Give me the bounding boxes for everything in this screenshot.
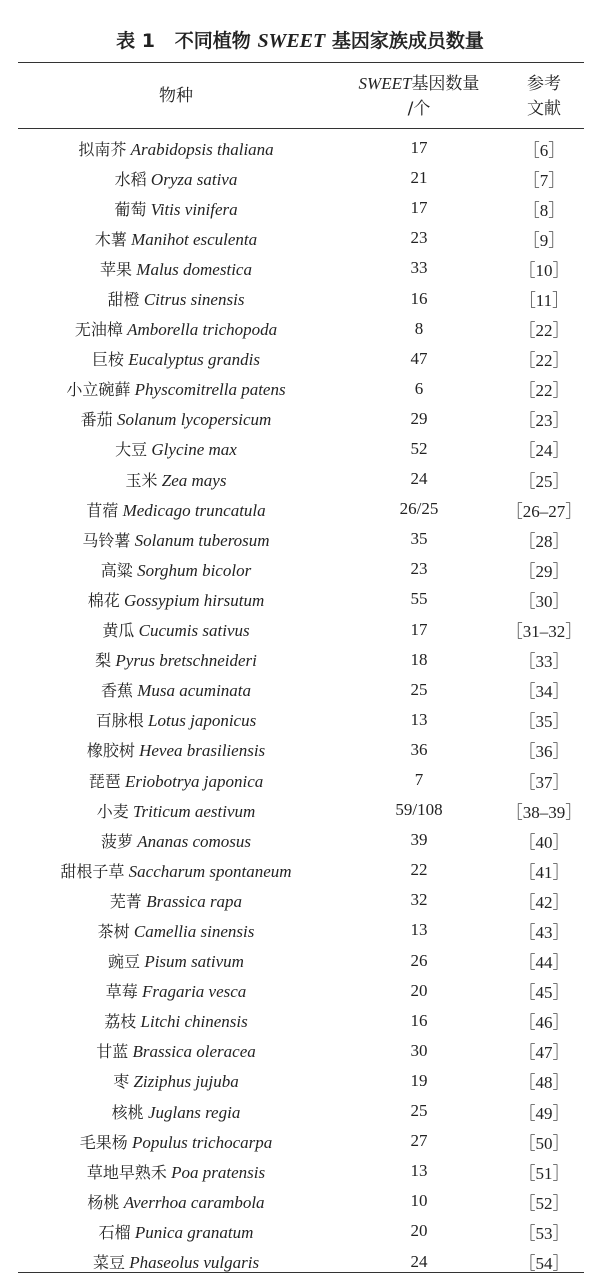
- top-rule: [18, 62, 584, 63]
- species-latin: Zea mays: [161, 470, 227, 490]
- species-latin: Brassica oleracea: [132, 1042, 256, 1062]
- table-row: [18, 705, 584, 735]
- species-latin: Arabidopsis thaliana: [130, 139, 274, 159]
- table-row: [18, 524, 584, 554]
- species-cell: [18, 434, 334, 464]
- ref-cell: ［22］: [518, 321, 570, 341]
- species-latin: Juglans regia: [147, 1102, 241, 1122]
- species-chinese: 菜豆: [92, 1253, 125, 1273]
- ref-cell: ［42］: [518, 892, 570, 912]
- species-latin: Camellia sinensis: [133, 921, 255, 941]
- count-cell: 29: [410, 408, 428, 428]
- table-row: [18, 885, 584, 915]
- count-cell: 13: [410, 920, 428, 940]
- species-chinese: 甜根子草: [60, 861, 125, 881]
- table-row: [18, 554, 584, 584]
- count-cell: 8: [414, 318, 424, 338]
- table-row: [18, 344, 584, 374]
- species-latin: Amborella trichopoda: [127, 320, 278, 340]
- species-latin: Averrhoa carambola: [123, 1192, 265, 1212]
- species-cell: [18, 1096, 334, 1126]
- species-cell: [18, 494, 334, 524]
- species-cell: [18, 915, 334, 945]
- count-cell: 6: [414, 378, 424, 398]
- species-chinese: 芜菁: [109, 891, 142, 911]
- species-chinese: 水稻: [114, 169, 147, 189]
- table-row: [18, 1006, 584, 1036]
- ref-cell: ［31–32］: [505, 622, 583, 642]
- species-cell: [18, 795, 334, 825]
- table-row: [18, 163, 584, 193]
- species-chinese: 梨: [95, 651, 112, 671]
- count-cell: 39: [410, 830, 428, 850]
- ref-cell: ［30］: [518, 591, 570, 611]
- count-cell: 26: [410, 950, 428, 970]
- table-row: [18, 795, 584, 825]
- species-cell: [18, 1156, 334, 1186]
- count-cell: 24: [410, 469, 428, 489]
- species-chinese: 棉花: [87, 590, 120, 610]
- count-cell: 36: [410, 739, 428, 759]
- species-cell: [18, 1126, 334, 1156]
- count-cell: 27: [410, 1131, 428, 1151]
- table-row: [18, 615, 584, 645]
- count-cell: 10: [410, 1191, 428, 1211]
- species-latin: Oryza sativa: [150, 169, 238, 189]
- species-cell: [18, 615, 334, 645]
- ref-cell: ［51］: [518, 1163, 570, 1183]
- table-caption: [0, 26, 600, 53]
- species-cell: [18, 223, 334, 253]
- species-latin: Populus trichocarpa: [132, 1132, 273, 1152]
- species-chinese: 核桃: [111, 1102, 144, 1122]
- ref-cell: ［35］: [518, 712, 570, 732]
- ref-cell: ［40］: [518, 832, 570, 852]
- table-row: [18, 855, 584, 885]
- table-row: [18, 645, 584, 675]
- species-chinese: 巨桉: [91, 350, 124, 370]
- ref-cell: ［8］: [522, 200, 566, 220]
- count-cell: 17: [410, 198, 428, 218]
- table-row: [18, 1246, 584, 1276]
- species-cell: [18, 524, 334, 554]
- species-latin: Hevea brasiliensis: [139, 741, 266, 761]
- table-row: [18, 314, 584, 344]
- species-latin: Sorghum bicolor: [137, 560, 252, 580]
- header-ref: [504, 64, 584, 129]
- species-cell: [18, 253, 334, 283]
- species-latin: Citrus sinensis: [143, 290, 245, 310]
- caption-prefix: 不同植物: [174, 30, 251, 52]
- species-cell: [18, 283, 334, 313]
- table-row: [18, 976, 584, 1006]
- table-row: [18, 735, 584, 765]
- species-chinese: 橡胶树: [86, 741, 135, 761]
- table-row: [18, 1216, 584, 1246]
- ref-cell: ［22］: [518, 381, 570, 401]
- species-latin: Solanum tuberosum: [134, 530, 270, 550]
- ref-cell: ［49］: [518, 1103, 570, 1123]
- species-cell: [18, 885, 334, 915]
- table-row: [18, 584, 584, 614]
- count-cell: 21: [410, 168, 428, 188]
- species-cell: [18, 404, 334, 434]
- ref-cell: ［43］: [518, 922, 570, 942]
- species-latin: Glycine max: [151, 440, 237, 460]
- table-row: [18, 1156, 584, 1186]
- count-cell: 17: [410, 138, 428, 158]
- table-row: [18, 1126, 584, 1156]
- table-row: [18, 675, 584, 705]
- table-row: [18, 1096, 584, 1126]
- species-latin: Eucalyptus grandis: [128, 350, 260, 370]
- count-cell: 17: [410, 619, 428, 639]
- table-row: [18, 915, 584, 945]
- table-row: [18, 193, 584, 223]
- table-row: [18, 223, 584, 253]
- species-latin: Pyrus bretschneideri: [115, 651, 257, 671]
- header-count-rest: 基因数量: [411, 74, 480, 94]
- species-cell: [18, 584, 334, 614]
- species-cell: [18, 705, 334, 735]
- ref-cell: ［34］: [518, 682, 570, 702]
- species-cell: [18, 765, 334, 795]
- table-row: [18, 464, 584, 494]
- count-cell: 23: [410, 559, 428, 579]
- count-cell: 20: [410, 1221, 428, 1241]
- species-latin: Litchi chinensis: [140, 1012, 248, 1032]
- header-count-gene: SWEET: [358, 74, 412, 93]
- species-cell: [18, 163, 334, 193]
- species-chinese: 黄瓜: [102, 621, 135, 641]
- species-cell: [18, 374, 334, 404]
- species-chinese: 小立碗藓: [66, 380, 131, 400]
- ref-cell: ［28］: [518, 531, 570, 551]
- count-cell: 18: [410, 649, 428, 669]
- ref-cell: ［36］: [518, 742, 570, 762]
- count-cell: 30: [410, 1040, 428, 1060]
- species-latin: Phaseolus vulgaris: [129, 1253, 260, 1273]
- ref-cell: ［6］: [522, 140, 566, 160]
- ref-cell: ［25］: [518, 471, 570, 491]
- ref-cell: ［52］: [518, 1193, 570, 1213]
- ref-cell: ［44］: [518, 953, 570, 973]
- species-chinese: 菠萝: [100, 831, 133, 851]
- count-cell: 32: [410, 890, 428, 910]
- table-row: [18, 129, 584, 163]
- ref-cell: ［48］: [518, 1073, 570, 1093]
- ref-cell: ［50］: [518, 1133, 570, 1153]
- ref-cell: ［37］: [518, 772, 570, 792]
- species-latin: Vitis vinifera: [150, 199, 238, 219]
- ref-cell: ［23］: [518, 411, 570, 431]
- species-cell: [18, 946, 334, 976]
- count-cell: 55: [410, 589, 428, 609]
- ref-cell: ［9］: [522, 230, 566, 250]
- species-cell: [18, 825, 334, 855]
- ref-cell: ［53］: [518, 1223, 570, 1243]
- species-chinese: 无油樟: [74, 320, 123, 340]
- species-latin: Ananas comosus: [137, 831, 252, 851]
- ref-cell: ［10］: [518, 260, 570, 280]
- table-row: [18, 283, 584, 313]
- species-chinese: 葡萄: [114, 199, 147, 219]
- species-chinese: 高粱: [100, 560, 133, 580]
- table-row: [18, 946, 584, 976]
- header-ref-line1: 参考: [527, 73, 561, 94]
- species-latin: Solanum lycopersicum: [116, 410, 272, 430]
- ref-cell: ［46］: [518, 1013, 570, 1033]
- count-cell: 7: [414, 770, 424, 790]
- species-latin: Poa pratensis: [171, 1162, 266, 1182]
- species-cell: [18, 1066, 334, 1096]
- count-cell: 23: [410, 228, 428, 248]
- species-cell: [18, 1006, 334, 1036]
- species-chinese: 大豆: [115, 440, 148, 460]
- species-latin: Musa acuminata: [137, 681, 252, 701]
- species-chinese: 苜蓿: [86, 500, 119, 520]
- sweet-gene-table: [18, 64, 584, 1277]
- ref-cell: ［11］: [518, 291, 570, 311]
- species-latin: Manihot esculenta: [131, 229, 258, 249]
- ref-cell: ［22］: [518, 351, 570, 371]
- species-latin: Malus domestica: [136, 259, 252, 279]
- table-row: [18, 253, 584, 283]
- count-cell: 13: [410, 709, 428, 729]
- table-row: [18, 434, 584, 464]
- ref-cell: ［7］: [522, 170, 566, 190]
- caption-suffix: 基因家族成员数量: [331, 30, 484, 52]
- ref-cell: ［29］: [518, 561, 570, 581]
- species-latin: Fragaria vesca: [141, 982, 247, 1002]
- species-cell: [18, 1036, 334, 1066]
- header-count: [334, 64, 504, 129]
- species-chinese: 木薯: [94, 229, 127, 249]
- species-chinese: 荔枝: [104, 1012, 137, 1032]
- ref-cell: ［24］: [518, 441, 570, 461]
- species-chinese: 琵琶: [88, 771, 121, 791]
- header-species: 物种: [159, 86, 193, 106]
- species-chinese: 杨桃: [87, 1192, 120, 1212]
- header-ref-line2: 文献: [527, 98, 561, 119]
- species-cell: [18, 129, 334, 163]
- count-cell: 20: [410, 980, 428, 1000]
- species-latin: Medicago truncatula: [122, 500, 266, 520]
- count-cell: 19: [410, 1070, 428, 1090]
- table-row: [18, 1036, 584, 1066]
- header-row: [18, 64, 584, 129]
- ref-cell: ［26–27］: [505, 501, 583, 521]
- species-chinese: 毛果杨: [79, 1132, 128, 1152]
- header-count-unit: /个: [407, 99, 431, 119]
- species-cell: [18, 193, 334, 223]
- species-chinese: 小麦: [96, 801, 129, 821]
- species-chinese: 豌豆: [108, 952, 141, 972]
- table-row: [18, 825, 584, 855]
- count-cell: 16: [410, 1010, 428, 1030]
- table-row: [18, 1066, 584, 1096]
- species-chinese: 拟南芥: [78, 139, 127, 159]
- table-row: [18, 765, 584, 795]
- species-chinese: 甜橙: [107, 290, 140, 310]
- species-latin: Triticum aestivum: [132, 801, 256, 821]
- species-chinese: 苹果: [100, 259, 133, 279]
- ref-cell: ［33］: [518, 652, 570, 672]
- species-latin: Eriobotrya japonica: [124, 771, 264, 791]
- ref-cell: ［54］: [518, 1254, 570, 1274]
- ref-cell: ［38–39］: [505, 802, 583, 822]
- species-latin: Ziziphus jujuba: [133, 1072, 239, 1092]
- caption-label: 表 1: [116, 30, 155, 52]
- species-latin: Punica granatum: [134, 1222, 254, 1242]
- caption-gene: SWEET: [257, 30, 326, 52]
- count-cell: 25: [410, 1101, 428, 1121]
- species-cell: [18, 314, 334, 344]
- species-chinese: 茶树: [97, 921, 130, 941]
- species-cell: [18, 675, 334, 705]
- count-cell: 33: [410, 258, 428, 278]
- species-latin: Physcomitrella patens: [134, 380, 286, 400]
- count-cell: 13: [410, 1161, 428, 1181]
- count-cell: 24: [410, 1251, 428, 1271]
- species-chinese: 玉米: [125, 470, 158, 490]
- species-latin: Lotus japonicus: [148, 711, 257, 731]
- count-cell: 22: [410, 860, 428, 880]
- species-cell: [18, 735, 334, 765]
- ref-cell: ［45］: [518, 983, 570, 1003]
- species-cell: [18, 855, 334, 885]
- species-chinese: 香蕉: [100, 681, 133, 701]
- count-cell: 47: [410, 348, 428, 368]
- species-cell: [18, 554, 334, 584]
- species-latin: Brassica rapa: [146, 891, 243, 911]
- species-cell: [18, 976, 334, 1006]
- species-latin: Pisum sativum: [144, 952, 244, 972]
- ref-cell: ［41］: [518, 862, 570, 882]
- species-chinese: 番茄: [80, 410, 113, 430]
- count-cell: 26/25: [399, 499, 439, 519]
- species-latin: Gossypium hirsutum: [124, 590, 265, 610]
- table-row: [18, 404, 584, 434]
- species-latin: Cucumis sativus: [138, 621, 250, 641]
- count-cell: 35: [410, 529, 428, 549]
- count-cell: 52: [410, 438, 428, 458]
- species-cell: [18, 464, 334, 494]
- species-chinese: 马铃薯: [82, 530, 131, 550]
- species-chinese: 草地早熟禾: [86, 1162, 167, 1182]
- species-latin: Saccharum spontaneum: [128, 861, 292, 881]
- ref-cell: ［47］: [518, 1043, 570, 1063]
- species-chinese: 甘蓝: [96, 1042, 129, 1062]
- species-cell: [18, 1186, 334, 1216]
- species-cell: [18, 1246, 334, 1276]
- species-cell: [18, 1216, 334, 1246]
- species-chinese: 百脉根: [95, 711, 144, 731]
- table-row: [18, 1186, 584, 1216]
- table-row: [18, 374, 584, 404]
- species-cell: [18, 344, 334, 374]
- count-cell: 16: [410, 288, 428, 308]
- species-chinese: 草莓: [105, 982, 138, 1002]
- species-cell: [18, 645, 334, 675]
- species-chinese: 石榴: [98, 1222, 131, 1242]
- count-cell: 25: [410, 679, 428, 699]
- count-cell: 59/108: [395, 800, 443, 820]
- species-chinese: 枣: [113, 1072, 130, 1092]
- table-row: [18, 494, 584, 524]
